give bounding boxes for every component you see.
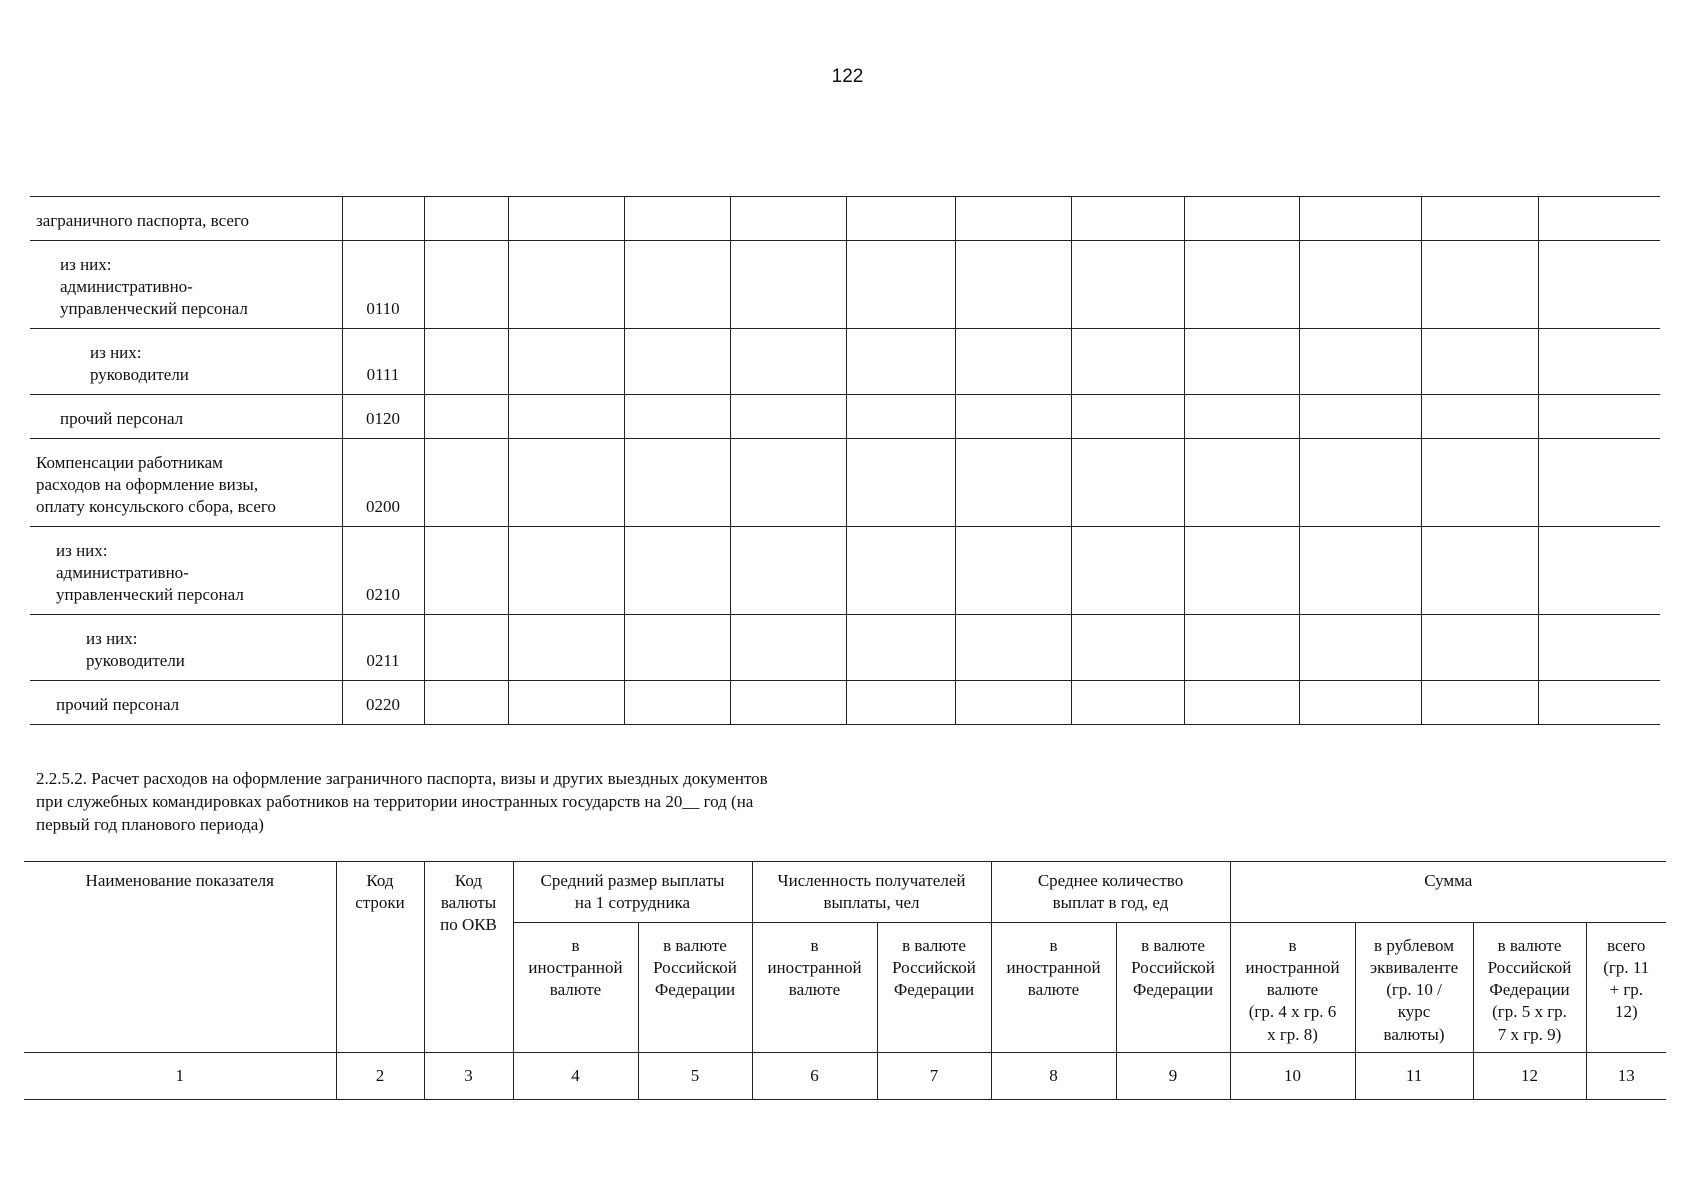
empty-cell	[1184, 395, 1299, 439]
column-number-6: 6	[752, 1052, 877, 1099]
empty-cell	[1299, 439, 1421, 527]
row-name: из них: административно- управленческий персонал	[30, 241, 342, 329]
empty-cell	[1538, 681, 1660, 725]
row-code	[342, 197, 424, 241]
empty-cell	[1071, 527, 1184, 615]
empty-cell	[730, 329, 846, 395]
row-name: прочий персонал	[30, 681, 342, 725]
empty-cell	[1184, 329, 1299, 395]
empty-cell	[955, 615, 1071, 681]
row-name: прочий персонал	[30, 395, 342, 439]
empty-cell	[1071, 615, 1184, 681]
empty-cell	[730, 615, 846, 681]
empty-cell	[624, 395, 730, 439]
column-number-8: 8	[991, 1052, 1116, 1099]
empty-cell	[1071, 681, 1184, 725]
empty-cell	[730, 241, 846, 329]
sub-header-sum-rub-equiv: в рублевом эквиваленте (гр. 10 / курс валюты)	[1355, 923, 1473, 1052]
section-title: 2.2.5.2. Расчет расходов на оформление заграничного паспорта, визы и других выездных документов при служебных командировках работников на территории иностранных государств на 20__ год (на первый год планового периода)	[36, 769, 768, 834]
column-number-3: 3	[424, 1052, 513, 1099]
empty-cell	[424, 615, 508, 681]
empty-cell	[424, 681, 508, 725]
column-number-13: 13	[1586, 1052, 1666, 1099]
sub-header-count-foreign: в иностранной валюте	[991, 923, 1116, 1052]
row-code: 0220	[342, 681, 424, 725]
column-number-10: 10	[1230, 1052, 1355, 1099]
empty-cell	[624, 197, 730, 241]
empty-cell	[508, 395, 624, 439]
table-row	[30, 527, 1660, 615]
empty-cell	[730, 439, 846, 527]
row-name: из них: административно- управленческий персонал	[30, 527, 342, 615]
col-header-row-code: Код строки	[336, 862, 424, 1053]
empty-cell	[730, 197, 846, 241]
column-number-5: 5	[638, 1052, 752, 1099]
row-code: 0211	[342, 615, 424, 681]
empty-cell	[1299, 681, 1421, 725]
empty-cell	[1299, 395, 1421, 439]
empty-cell	[955, 197, 1071, 241]
empty-cell	[1299, 197, 1421, 241]
empty-cell	[508, 527, 624, 615]
column-number-2: 2	[336, 1052, 424, 1099]
empty-cell	[1071, 439, 1184, 527]
empty-cell	[730, 527, 846, 615]
table-row	[30, 197, 1660, 241]
row-name: Компенсации работникам расходов на оформление визы, оплату консульского сбора, всего	[30, 439, 342, 527]
empty-cell	[624, 241, 730, 329]
empty-cell	[1071, 241, 1184, 329]
empty-cell	[1421, 615, 1538, 681]
empty-cell	[624, 681, 730, 725]
header-table	[24, 861, 1666, 1100]
empty-cell	[846, 395, 955, 439]
sub-header-sum-rub: в валюте Российской Федерации (гр. 5 х гр. 7 х гр. 9)	[1473, 923, 1586, 1052]
empty-cell	[1421, 395, 1538, 439]
empty-cell	[624, 615, 730, 681]
sub-header-avg-foreign: в иностранной валюте	[513, 923, 638, 1052]
empty-cell	[1538, 241, 1660, 329]
empty-cell	[730, 681, 846, 725]
column-numbers-row	[24, 1052, 1666, 1099]
empty-cell	[955, 241, 1071, 329]
empty-cell	[624, 439, 730, 527]
table-row	[30, 615, 1660, 681]
empty-cell	[1071, 329, 1184, 395]
table-row	[30, 395, 1660, 439]
sub-header-sum-foreign: в иностранной валюте (гр. 4 х гр. 6 х гр. 8)	[1230, 923, 1355, 1052]
row-code: 0120	[342, 395, 424, 439]
column-number-9: 9	[1116, 1052, 1230, 1099]
row-name: из них: руководители	[30, 329, 342, 395]
page-number: 122	[831, 66, 864, 87]
sub-header-count-rub: в валюте Российской Федерации	[1116, 923, 1230, 1052]
empty-cell	[1299, 241, 1421, 329]
column-number-11: 11	[1355, 1052, 1473, 1099]
empty-cell	[1538, 439, 1660, 527]
row-code: 0210	[342, 527, 424, 615]
empty-cell	[1299, 329, 1421, 395]
empty-cell	[1421, 241, 1538, 329]
row-name: заграничного паспорта, всего	[30, 197, 342, 241]
row-code: 0110	[342, 241, 424, 329]
table-row	[30, 241, 1660, 329]
column-number-12: 12	[1473, 1052, 1586, 1099]
empty-cell	[508, 439, 624, 527]
table-row	[30, 329, 1660, 395]
empty-cell	[1538, 329, 1660, 395]
empty-cell	[1071, 197, 1184, 241]
empty-cell	[424, 329, 508, 395]
table-row	[30, 439, 1660, 527]
empty-cell	[624, 527, 730, 615]
group-header-recipients: Численность получателей выплаты, чел	[752, 862, 991, 923]
empty-cell	[1538, 615, 1660, 681]
group-header-avg-count: Среднее количество выплат в год, ед	[991, 862, 1230, 923]
empty-cell	[1421, 329, 1538, 395]
column-number-7: 7	[877, 1052, 991, 1099]
empty-cell	[624, 329, 730, 395]
empty-cell	[1538, 197, 1660, 241]
empty-cell	[508, 329, 624, 395]
empty-cell	[846, 681, 955, 725]
column-number-1: 1	[24, 1052, 336, 1099]
empty-cell	[846, 197, 955, 241]
empty-cell	[955, 681, 1071, 725]
empty-cell	[1184, 197, 1299, 241]
empty-cell	[424, 395, 508, 439]
empty-cell	[1299, 615, 1421, 681]
empty-cell	[1299, 527, 1421, 615]
empty-cell	[1184, 681, 1299, 725]
col-header-name: Наименование показателя	[24, 862, 336, 1053]
empty-cell	[1184, 615, 1299, 681]
sub-header-recipients-rub: в валюте Российской Федерации	[877, 923, 991, 1052]
empty-cell	[955, 527, 1071, 615]
empty-cell	[846, 241, 955, 329]
empty-cell	[1071, 395, 1184, 439]
upper-table	[30, 196, 1660, 725]
column-number-4: 4	[513, 1052, 638, 1099]
group-header-avg-payment: Средний размер выплаты на 1 сотрудника	[513, 862, 752, 923]
empty-cell	[424, 197, 508, 241]
empty-cell	[846, 329, 955, 395]
row-code: 0111	[342, 329, 424, 395]
empty-cell	[1538, 527, 1660, 615]
empty-cell	[508, 681, 624, 725]
col-header-currency-code: Код валюты по ОКВ	[424, 862, 513, 1053]
empty-cell	[846, 527, 955, 615]
empty-cell	[508, 197, 624, 241]
empty-cell	[424, 241, 508, 329]
empty-cell	[1184, 439, 1299, 527]
sub-header-sum-total: всего (гр. 11 + гр. 12)	[1586, 923, 1666, 1052]
group-header-sum: Сумма	[1230, 862, 1666, 923]
empty-cell	[508, 615, 624, 681]
sub-header-avg-rub: в валюте Российской Федерации	[638, 923, 752, 1052]
empty-cell	[955, 439, 1071, 527]
row-code: 0200	[342, 439, 424, 527]
empty-cell	[424, 439, 508, 527]
row-name: из них: руководители	[30, 615, 342, 681]
empty-cell	[846, 615, 955, 681]
empty-cell	[1184, 527, 1299, 615]
empty-cell	[1538, 395, 1660, 439]
empty-cell	[1421, 681, 1538, 725]
empty-cell	[730, 395, 846, 439]
table-row	[30, 681, 1660, 725]
empty-cell	[846, 439, 955, 527]
empty-cell	[1184, 241, 1299, 329]
sub-header-recipients-foreign: в иностранной валюте	[752, 923, 877, 1052]
empty-cell	[424, 527, 508, 615]
empty-cell	[1421, 197, 1538, 241]
empty-cell	[955, 395, 1071, 439]
empty-cell	[508, 241, 624, 329]
empty-cell	[1421, 439, 1538, 527]
empty-cell	[1421, 527, 1538, 615]
empty-cell	[955, 329, 1071, 395]
